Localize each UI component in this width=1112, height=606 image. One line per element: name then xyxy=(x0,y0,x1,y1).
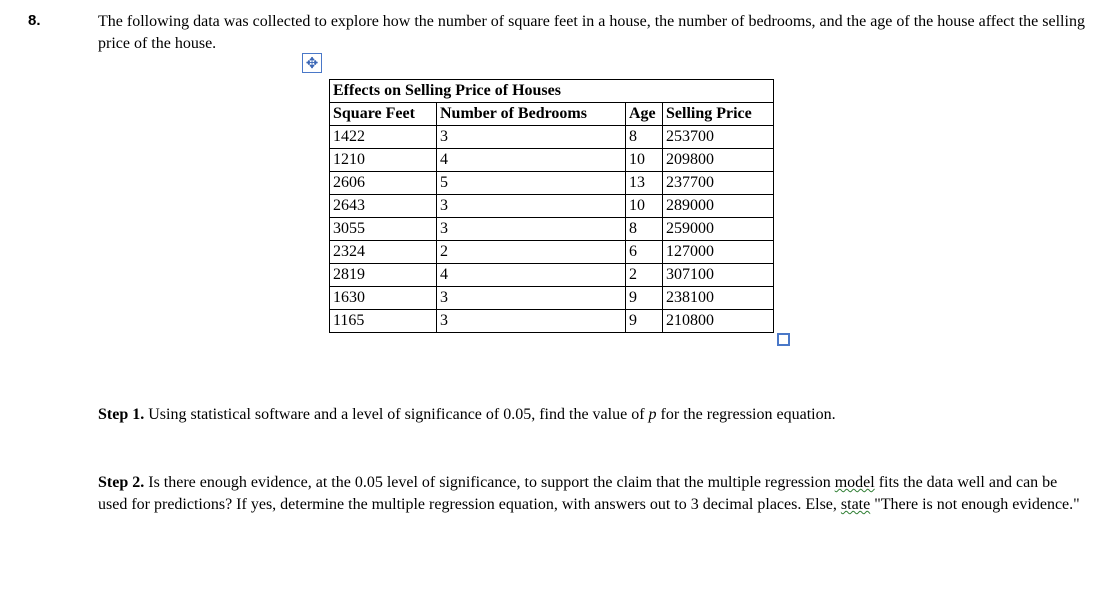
cell-age: 8 xyxy=(626,218,663,241)
table-row xyxy=(330,126,774,149)
cell-age: 2 xyxy=(626,264,663,287)
step-2-text-a: Is there enough evidence, at the 0.05 level of significance, to support the claim that the multiple regression xyxy=(148,474,835,491)
cell-square-feet: 1165 xyxy=(330,310,437,333)
cell-selling-price: 259000 xyxy=(663,218,774,241)
cell-age: 9 xyxy=(626,310,663,333)
step-2-text-b: fits the data well and can be used for predictions? If yes, determine the multiple regression equation, with answers out to 3 decimal places. Else, xyxy=(98,474,1058,513)
resize-handle-icon[interactable] xyxy=(777,333,790,346)
step-1 xyxy=(98,404,1088,426)
step-1-text-after: for the regression equation. xyxy=(656,406,836,423)
column-header-age: Age xyxy=(626,103,663,126)
step-2-label: Step 2. xyxy=(98,474,145,491)
cell-selling-price: 237700 xyxy=(663,172,774,195)
table-row xyxy=(330,310,774,333)
spellcheck-word-model: model xyxy=(834,474,875,491)
cell-square-feet: 2606 xyxy=(330,172,437,195)
cell-square-feet: 1210 xyxy=(330,149,437,172)
cell-bedrooms: 4 xyxy=(437,264,626,287)
cell-bedrooms: 3 xyxy=(437,126,626,149)
cell-bedrooms: 3 xyxy=(437,218,626,241)
table-row xyxy=(330,149,774,172)
cell-age: 13 xyxy=(626,172,663,195)
cell-square-feet: 1422 xyxy=(330,126,437,149)
table-row xyxy=(330,264,774,287)
question-intro: The following data was collected to explore how the number of square feet in a house, the number of bedrooms, and the age of the house affect the selling price of the house. xyxy=(98,13,1085,52)
cell-selling-price: 238100 xyxy=(663,287,774,310)
cell-selling-price: 307100 xyxy=(663,264,774,287)
column-header-square-feet: Square Feet xyxy=(330,103,437,126)
table-row xyxy=(330,195,774,218)
cell-square-feet: 2819 xyxy=(330,264,437,287)
step-1-variable: p xyxy=(648,406,657,423)
move-icon[interactable]: ✥ xyxy=(302,53,322,73)
column-header-selling-price: Selling Price xyxy=(663,103,774,126)
column-header-bedrooms: Number of Bedrooms xyxy=(437,103,626,126)
question-number: 8. xyxy=(28,12,41,29)
table-header-row xyxy=(330,103,774,126)
cell-square-feet: 3055 xyxy=(330,218,437,241)
cell-age: 8 xyxy=(626,126,663,149)
cell-selling-price: 127000 xyxy=(663,241,774,264)
table-caption: Effects on Selling Price of Houses xyxy=(330,80,774,103)
table-row xyxy=(330,218,774,241)
cell-square-feet: 1630 xyxy=(330,287,437,310)
table-row xyxy=(330,172,774,195)
cell-bedrooms: 5 xyxy=(437,172,626,195)
cell-bedrooms: 3 xyxy=(437,195,626,218)
cell-square-feet: 2643 xyxy=(330,195,437,218)
cell-bedrooms: 3 xyxy=(437,310,626,333)
step-1-text-before: Using statistical software and a level of significance of 0.05, find the value of xyxy=(148,406,649,423)
cell-selling-price: 289000 xyxy=(663,195,774,218)
cell-selling-price: 209800 xyxy=(663,149,774,172)
cell-bedrooms: 3 xyxy=(437,287,626,310)
cell-selling-price: 210800 xyxy=(663,310,774,333)
cell-age: 9 xyxy=(626,287,663,310)
cell-age: 6 xyxy=(626,241,663,264)
cell-bedrooms: 4 xyxy=(437,149,626,172)
cell-age: 10 xyxy=(626,149,663,172)
spellcheck-word-state: state xyxy=(840,496,871,513)
step-2-text-c: "There is not enough evidence." xyxy=(870,496,1080,513)
step-1-label: Step 1. xyxy=(98,406,145,423)
cell-square-feet: 2324 xyxy=(330,241,437,264)
cell-selling-price: 253700 xyxy=(663,126,774,149)
cell-age: 10 xyxy=(626,195,663,218)
step-2 xyxy=(98,472,1088,516)
table-row xyxy=(330,287,774,310)
table-row xyxy=(330,241,774,264)
data-table xyxy=(329,79,774,333)
cell-bedrooms: 2 xyxy=(437,241,626,264)
